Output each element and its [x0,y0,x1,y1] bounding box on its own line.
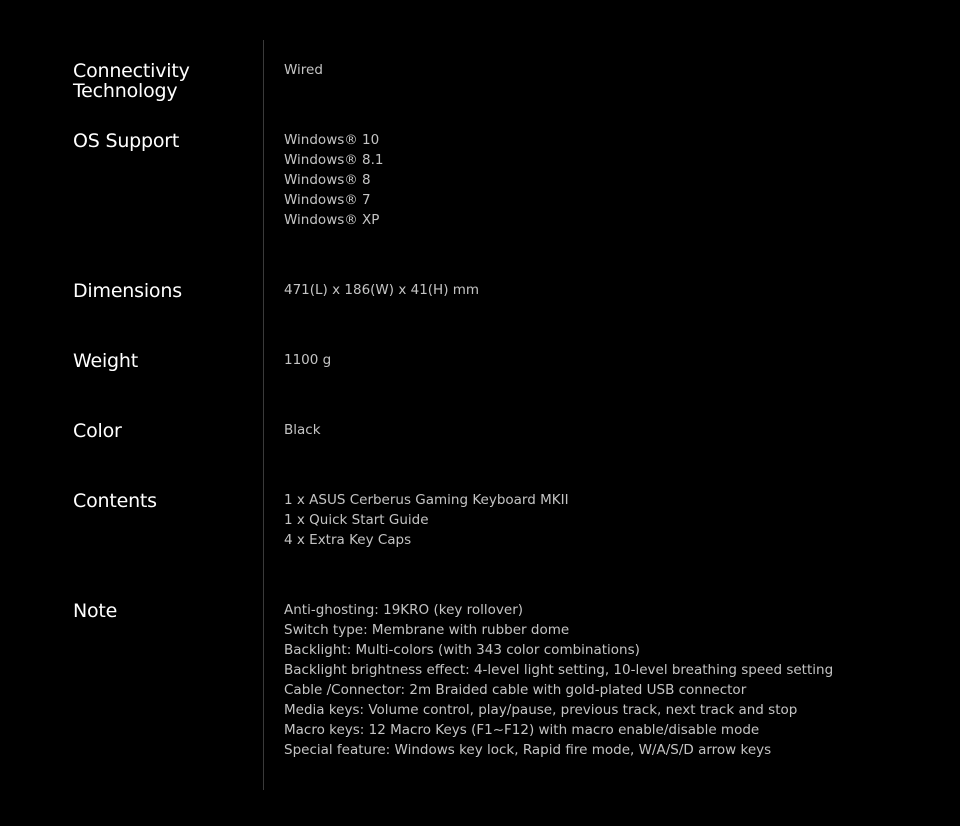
spec-value: Macro keys: 12 Macro Keys (F1~F12) with macro enable/disable mode [284,722,760,738]
spec-value: Special feature: Windows key lock, Rapid fire mode, W/A/S/D arrow keys [284,742,772,758]
spec-value: 4 x Extra Key Caps [284,532,412,548]
spec-value: 1100 g [284,352,332,368]
spec-value: 471(L) x 186(W) x 41(H) mm [284,282,480,298]
spec-value: Windows® 8 [284,172,371,188]
spec-label: Contents [73,490,157,512]
spec-value: Cable /Connector: 2m Braided cable with gold-plated USB connector [284,682,747,698]
spec-values [284,420,924,440]
spec-label: OS Support [73,130,180,152]
spec-value: Windows® 7 [284,192,371,208]
spec-values [284,490,924,550]
spec-value: Black [284,422,321,438]
spec-values [284,60,924,80]
spec-value: Windows® 8.1 [284,152,384,168]
spec-label: Connectivity Technology [73,60,190,102]
spec-value: Windows® 10 [284,132,380,148]
spec-label: Note [73,600,118,622]
spec-value: Backlight: Multi-colors (with 343 color combinations) [284,642,640,658]
spec-value: Media keys: Volume control, play/pause, previous track, next track and stop [284,702,798,718]
spec-label: Dimensions [73,280,182,302]
spec-value: 1 x Quick Start Guide [284,512,429,528]
spec-value: Backlight brightness effect: 4-level light setting, 10-level breathing speed setting [284,662,834,678]
spec-values [284,280,924,300]
spec-label: Color [73,420,122,442]
spec-value: Windows® XP [284,212,380,228]
spec-values [284,130,924,230]
spec-value: Switch type: Membrane with rubber dome [284,622,570,638]
spec-value: Anti-ghosting: 19KRO (key rollover) [284,602,524,618]
spec-value: 1 x ASUS Cerberus Gaming Keyboard MKII [284,492,569,508]
spec-values [284,350,924,370]
spec-value: Wired [284,62,323,78]
spec-label: Weight [73,350,138,372]
spec-values [284,600,924,760]
column-divider [263,40,264,790]
